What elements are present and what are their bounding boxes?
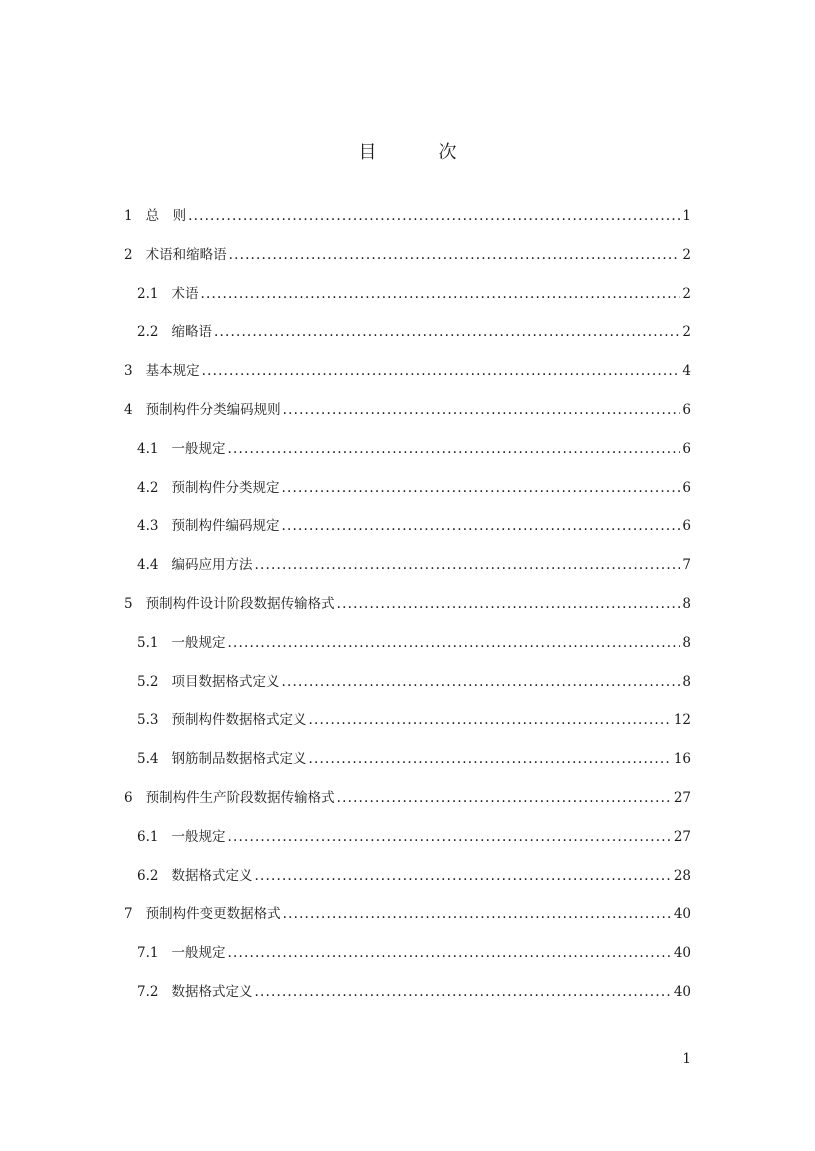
toc-entry-number: 4.4 (137, 557, 159, 574)
toc-entry-page: 6 (682, 479, 691, 496)
toc-entry-title: 钢筋制品数据格式定义 (171, 751, 307, 768)
toc-entry-title: 预制构件生产阶段数据传输格式 (145, 789, 335, 806)
toc-entry-number: 7 (124, 906, 133, 923)
toc-entry-number: 2.1 (137, 285, 159, 302)
toc-entry[interactable] (124, 866, 691, 905)
toc-dot-leader (254, 982, 671, 1002)
toc-entry-page: 6 (682, 401, 691, 418)
toc-dot-leader (337, 594, 681, 614)
toc-dot-leader (281, 672, 680, 692)
toc-entry-title: 预制构件变更数据格式 (145, 906, 281, 923)
toc-entry-number: 5.2 (137, 673, 159, 690)
toc-entry[interactable] (124, 943, 691, 982)
toc-entry[interactable] (124, 788, 691, 827)
toc-entry-title: 一般规定 (171, 945, 226, 962)
toc-entry[interactable] (124, 555, 691, 594)
toc-entry-page: 27 (673, 828, 691, 845)
toc-dot-leader (200, 284, 680, 304)
toc-entry-number: 2.2 (137, 324, 159, 341)
toc-entry-number: 5.1 (137, 634, 159, 651)
toc-entry-number: 5.3 (137, 712, 159, 729)
toc-entry-number: 6.2 (137, 867, 159, 884)
toc-entry[interactable] (124, 361, 691, 400)
toc-dot-leader (283, 904, 672, 924)
toc-entry-title: 总 则 (145, 208, 187, 224)
toc-entry-page: 8 (682, 673, 691, 690)
toc-entry-page: 2 (682, 246, 691, 263)
toc-entry-page: 40 (673, 945, 691, 962)
toc-entry[interactable] (124, 478, 691, 517)
toc-entry-page: 28 (673, 867, 691, 884)
toc-entry[interactable] (124, 322, 691, 361)
toc-entry-page: 8 (682, 595, 691, 612)
toc-entry-page: 4 (682, 363, 691, 380)
toc-entry-title: 预制构件分类规定 (171, 479, 280, 496)
toc-entry-number: 7.2 (137, 983, 159, 1000)
toc-entry-title: 数据格式定义 (171, 983, 253, 1000)
toc-dot-leader (188, 206, 680, 226)
toc-entry-page: 40 (673, 983, 691, 1000)
toc-entry[interactable] (124, 516, 691, 555)
toc-entry-title: 一般规定 (171, 828, 226, 845)
toc-entry[interactable] (124, 827, 691, 866)
toc-entry[interactable] (124, 400, 691, 439)
toc-entry-title: 缩略语 (171, 324, 212, 341)
toc-entry-number: 4.3 (137, 518, 159, 535)
toc-entry[interactable] (124, 982, 691, 1021)
toc-entry-title: 预制构件数据格式定义 (171, 712, 307, 729)
toc-dot-leader (281, 478, 680, 498)
toc-entry-number: 5 (124, 595, 133, 612)
toc-entry-title: 项目数据格式定义 (171, 673, 280, 690)
toc-entry-title: 一般规定 (171, 440, 226, 457)
toc-entry-title: 预制构件设计阶段数据传输格式 (145, 595, 335, 612)
toc-entry-page: 12 (673, 712, 691, 729)
toc-entry[interactable] (124, 284, 691, 323)
toc-dot-leader (283, 400, 681, 420)
toc-entry-number: 6 (124, 789, 133, 806)
toc-entry[interactable] (124, 904, 691, 943)
toc-entry-title: 一般规定 (171, 634, 226, 651)
toc-entry-number: 4 (124, 401, 133, 418)
toc-entry-page: 8 (682, 634, 691, 651)
toc-dot-leader (227, 943, 671, 963)
toc-title: 目 次 (358, 142, 479, 163)
toc-entry[interactable] (124, 594, 691, 633)
toc-entry[interactable] (124, 245, 691, 284)
toc-entry-title: 数据格式定义 (171, 867, 253, 884)
toc-entry-page: 27 (673, 789, 691, 806)
toc-entry-page: 1 (682, 208, 691, 224)
toc-entry-page: 2 (682, 285, 691, 302)
toc-dot-leader (227, 439, 680, 459)
toc-entry-number: 4.1 (137, 440, 159, 457)
toc-entry[interactable] (124, 206, 691, 245)
toc-entry-number: 6.1 (137, 828, 159, 845)
toc-entry-number: 4.2 (137, 479, 159, 496)
toc-entry[interactable] (124, 710, 691, 749)
toc-dot-leader (337, 788, 672, 808)
toc-entry-number: 5.4 (137, 751, 159, 768)
toc-entry-title: 术语 (171, 285, 199, 302)
toc-dot-leader (202, 361, 681, 381)
toc-dot-leader (308, 749, 671, 769)
toc-entry-title: 预制构件分类编码规则 (145, 401, 281, 418)
toc-dot-leader (254, 866, 671, 886)
toc-dot-leader (214, 322, 680, 342)
toc-entry[interactable] (124, 439, 691, 478)
toc-entry-title: 术语和缩略语 (145, 246, 227, 263)
table-of-contents (124, 206, 691, 1021)
toc-entry-number: 2 (124, 246, 133, 263)
toc-dot-leader (281, 516, 680, 536)
toc-entry-title: 预制构件编码规定 (171, 518, 280, 535)
toc-entry-number: 3 (124, 363, 133, 380)
toc-entry-page: 6 (682, 518, 691, 535)
toc-entry-page: 6 (682, 440, 691, 457)
toc-dot-leader (254, 555, 680, 575)
toc-entry-page: 2 (682, 324, 691, 341)
toc-entry[interactable] (124, 633, 691, 672)
toc-entry-page: 16 (673, 751, 691, 768)
toc-entry[interactable] (124, 749, 691, 788)
toc-entry-title: 编码应用方法 (171, 557, 253, 574)
toc-entry-number: 1 (124, 208, 133, 224)
toc-dot-leader (227, 633, 680, 653)
toc-entry-title: 基本规定 (145, 363, 200, 380)
toc-entry-page: 7 (682, 557, 691, 574)
toc-dot-leader (308, 710, 671, 730)
toc-entry[interactable] (124, 672, 691, 711)
toc-entry-page: 40 (673, 906, 691, 923)
toc-dot-leader (229, 245, 681, 265)
page-number: 1 (682, 1051, 691, 1067)
toc-entry-number: 7.1 (137, 945, 159, 962)
toc-dot-leader (227, 827, 671, 847)
